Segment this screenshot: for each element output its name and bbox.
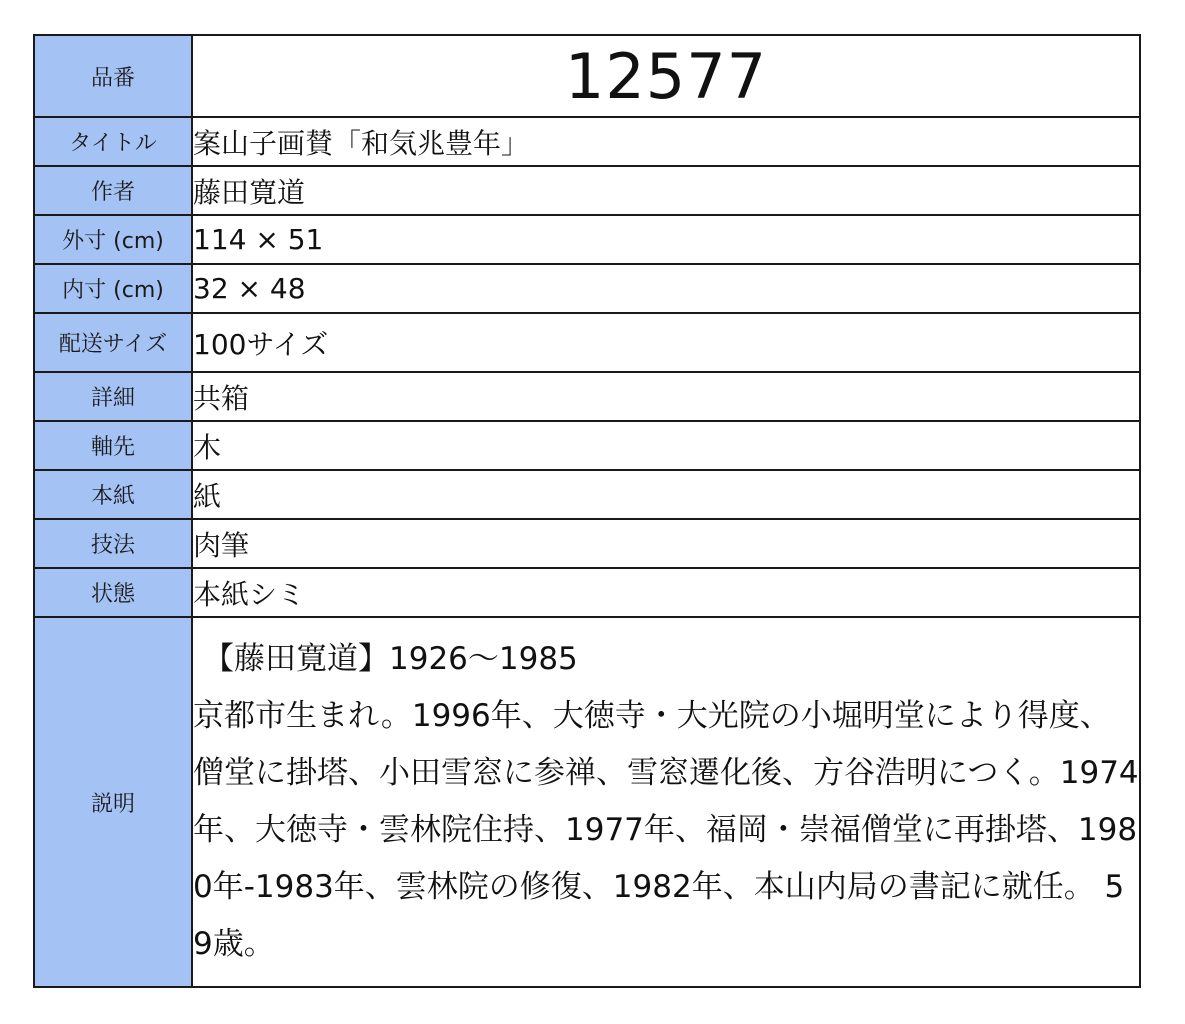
inner-size-value: 32 × 48 [192, 264, 1140, 313]
author-value: 藤田寛道 [192, 166, 1140, 215]
details-label: 詳細 [34, 372, 192, 421]
row-inner-size [34, 264, 1140, 313]
row-author [34, 166, 1140, 215]
row-outer-size [34, 215, 1140, 264]
description-label: 説明 [34, 617, 192, 987]
condition-value: 本紙シミ [192, 568, 1140, 617]
row-material [34, 470, 1140, 519]
material-value: 紙 [192, 470, 1140, 519]
row-technique [34, 519, 1140, 568]
shipping-size-value: 100サイズ [192, 313, 1140, 372]
author-label: 作者 [34, 166, 192, 215]
description-heading: 【藤田寛道】1926〜1985 [203, 641, 578, 677]
roller-end-label: 軸先 [34, 421, 192, 470]
row-item-number [34, 35, 1140, 117]
description-value [192, 617, 1140, 987]
item-spec-table [33, 34, 1141, 988]
row-title [34, 117, 1140, 166]
inner-size-label: 内寸 (cm) [34, 264, 192, 313]
description-body: 京都市生まれ。1996年、大徳寺・大光院の小堀明堂により得度、僧堂に掛塔、小田雪窓に参禅、雪窓遷化後、方谷浩明につく。1974年、大徳寺・雲林院住持、1977年、福岡・崇福僧堂に再掛塔、1980年-1983年、雲林院の修復、1982年、本山内局の書記に就任。 59歳。 [193, 698, 1139, 962]
row-roller-end [34, 421, 1140, 470]
item-number-label: 品番 [34, 35, 192, 117]
condition-label: 状態 [34, 568, 192, 617]
row-shipping-size [34, 313, 1140, 372]
material-label: 本紙 [34, 470, 192, 519]
shipping-size-label: 配送サイズ [34, 313, 192, 372]
technique-label: 技法 [34, 519, 192, 568]
title-value: 案山子画賛「和気兆豊年」 [192, 117, 1140, 166]
row-description [34, 617, 1140, 987]
row-condition [34, 568, 1140, 617]
outer-size-value: 114 × 51 [192, 215, 1140, 264]
title-label: タイトル [34, 117, 192, 166]
row-details [34, 372, 1140, 421]
technique-value: 肉筆 [192, 519, 1140, 568]
outer-size-label: 外寸 (cm) [34, 215, 192, 264]
details-value: 共箱 [192, 372, 1140, 421]
item-number-value: 12577 [192, 35, 1140, 117]
roller-end-value: 木 [192, 421, 1140, 470]
